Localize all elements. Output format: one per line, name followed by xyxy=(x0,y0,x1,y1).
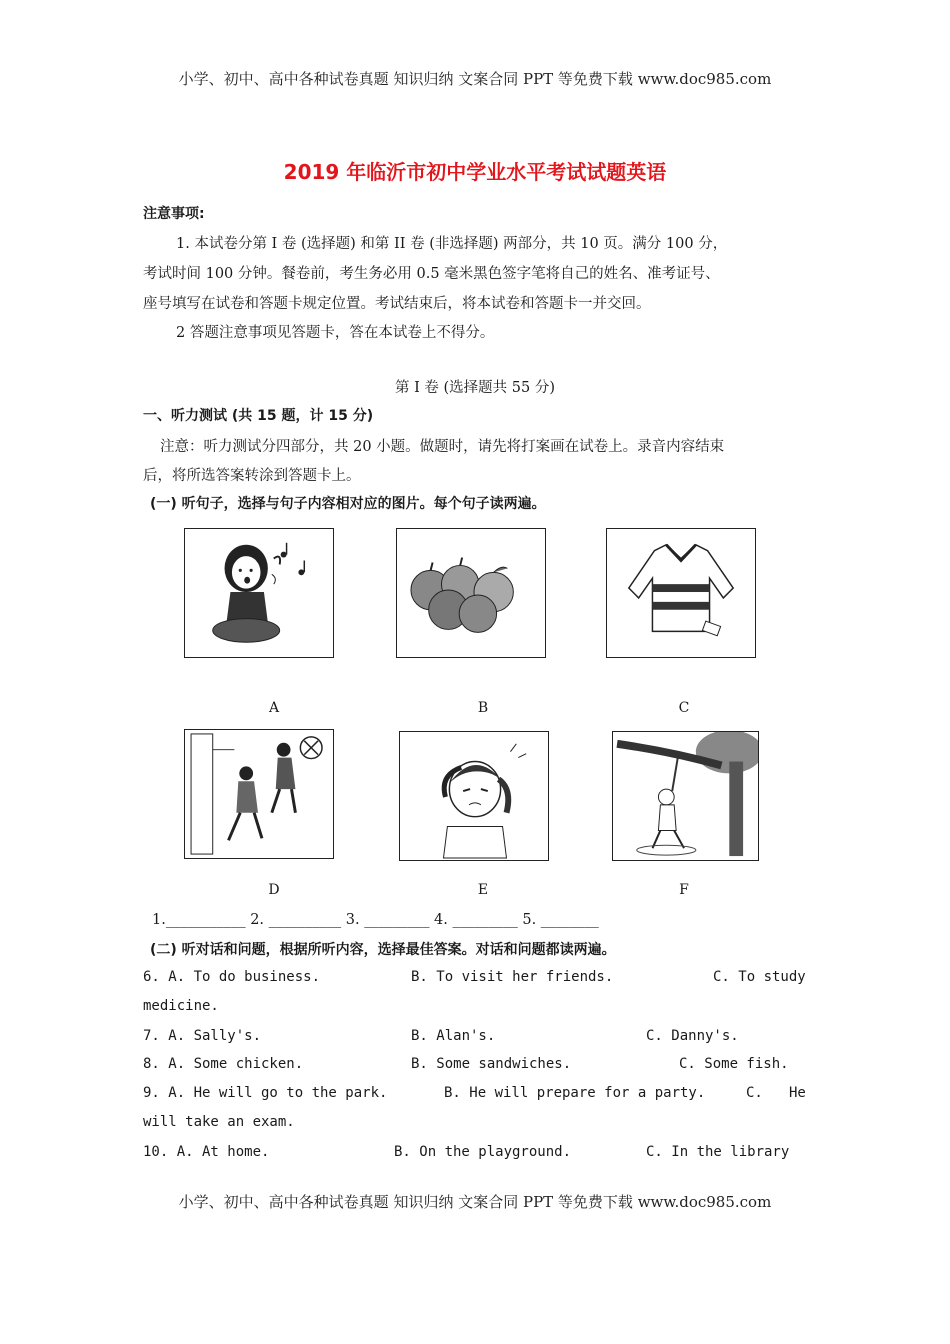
running-boys-illustration xyxy=(185,730,333,858)
fruit-illustration xyxy=(397,529,545,657)
q6-option-a: 6. A. To do business. xyxy=(143,969,321,985)
q10-option-a: 10. A. At home. xyxy=(143,1144,270,1160)
q6-option-b: B. To visit her friends. xyxy=(411,969,614,985)
picture-label-b: B xyxy=(477,700,489,716)
singing-girl-illustration xyxy=(185,529,333,657)
q9-option-c-label: C. xyxy=(746,1085,763,1101)
monkey-tree-illustration xyxy=(613,732,758,860)
q9-option-a: 9. A. He will go to the park. xyxy=(143,1085,388,1101)
picture-c xyxy=(606,528,756,658)
picture-label-c: C xyxy=(678,700,690,716)
notes-line-3: 座号填写在试卷和答题卡规定位置。考试结束后，将本试卷和答题卡一并交回。 xyxy=(143,296,651,312)
picture-f xyxy=(612,731,759,861)
listening-part-1-instruction: (一) 听句子，选择与句子内容相对应的图片。每个句子读两遍。 xyxy=(150,496,546,512)
listening-part-2-instruction: (二) 听对话和问题，根据所听内容，选择最佳答案。对话和问题都读两遍。 xyxy=(150,942,616,958)
q6-option-c: C. To study xyxy=(713,969,806,985)
part1-heading: 第 I 卷 (选择题共 55 分) xyxy=(394,380,556,396)
page-footer: 小学、初中、高中各种试卷真题 知识归纳 文案合同 PPT 等免费下载 www.doc985.com xyxy=(178,1193,772,1211)
picture-e xyxy=(399,731,549,861)
notes-line-2: 考试时间 100 分钟。餐卷前，考生务必用 0.5 毫米黑色签字笔将自己的姓名、准考证号、 xyxy=(143,266,720,282)
q8-option-b: B. Some sandwiches. xyxy=(411,1056,572,1072)
q7-option-b: B. Alan's. xyxy=(411,1028,496,1044)
picture-b xyxy=(396,528,546,658)
picture-label-a: A xyxy=(268,700,280,716)
sweater-illustration xyxy=(607,529,755,657)
q10-option-c: C. In the library xyxy=(646,1144,790,1160)
page-header: 小学、初中、高中各种试卷真题 知识归纳 文案合同 PPT 等免费下载 www.doc985.com xyxy=(178,70,772,88)
picture-label-d: D xyxy=(268,882,280,898)
picture-d xyxy=(184,729,334,859)
picture-label-e: E xyxy=(477,882,489,898)
answer-blanks: 1.___________ 2. __________ 3. _________ 4. _________ 5. ________ xyxy=(152,912,599,928)
listening-note-1: 注意：听力测试分四部分，共 20 小题。做题时，请先将打案画在试卷上。录音内容结束 xyxy=(160,439,725,455)
q8-option-a: 8. A. Some chicken. xyxy=(143,1056,304,1072)
q9-option-c-start: He xyxy=(789,1085,806,1101)
headache-girl-illustration xyxy=(400,732,548,860)
listening-note-2: 后，将所选答案转涂到答题卡上。 xyxy=(143,468,361,484)
q9-option-c-continued: will take an exam. xyxy=(143,1114,295,1130)
q9-option-b: B. He will prepare for a party. xyxy=(444,1085,706,1101)
q6-option-c-continued: medicine. xyxy=(143,998,219,1014)
picture-a xyxy=(184,528,334,658)
q8-option-c: C. Some fish. xyxy=(679,1056,789,1072)
exam-title: 2019 年临沂市初中学业水平考试试题英语 xyxy=(283,160,667,184)
q10-option-b: B. On the playground. xyxy=(394,1144,572,1160)
q7-option-c: C. Danny's. xyxy=(646,1028,739,1044)
notes-line-4: 2 答题注意事项见答题卡，答在本试卷上不得分。 xyxy=(176,325,495,341)
listening-section-title: 一、听力测试 (共 15 题，计 15 分) xyxy=(143,408,374,424)
q7-option-a: 7. A. Sally's. xyxy=(143,1028,262,1044)
notes-heading: 注意事项: xyxy=(143,206,205,222)
picture-label-f: F xyxy=(679,882,689,898)
notes-line-1: 1. 本试卷分第 I 卷 (选择题) 和第 II 卷 (非选择题) 两部分，共 10 页。满分 100 分， xyxy=(176,236,728,252)
